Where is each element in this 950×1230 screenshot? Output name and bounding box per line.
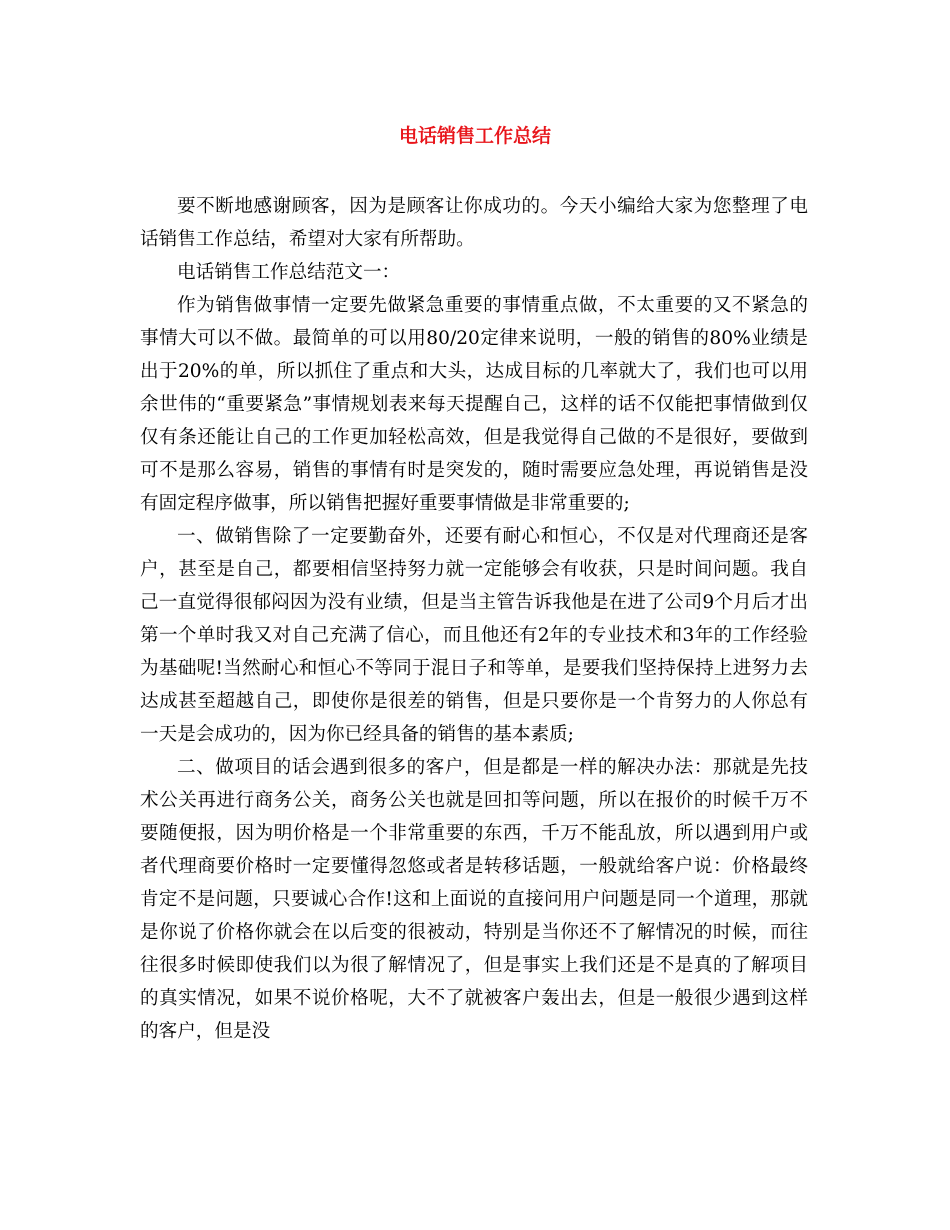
document-title: 电话销售工作总结 [398,125,551,147]
intro-paragraph: 要不断地感谢顾客，因为是顾客让你成功的。今天小编给大家为您整理了电话销售工作总结，希望对大家有所帮助。 [140,196,808,250]
body-paragraph-priorities: 作为销售做事情一定要先做紧急重要的事情重点做，不太重要的又不紧急的事情大可以不做。最简单的可以用80/20定律来说明，一般的销售的80%业绩是出于20%的单，所以抓住了重点和大头，达成目标的几率就大了，我们也可以用余世伟的“重要紧急”事情规划表来每天提醒自己，这样的话不仅能把事情做到仅仅有条还能让自己的工作更加轻松高效，但是我觉得自己做的不是很好，要做到可不是那么容易，销售的事情有时是突发的，随时需要应急处理，再说销售是没有固定程序做事，所以销售把握好重要事情做是非常重要的; [140,295,808,514]
document-body [140,190,808,1048]
body-paragraph-point-two: 二、做项目的话会遇到很多的客户，但是都是一样的解决办法：那就是先技术公关再进行商务公关，商务公关也就是回扣等问题，所以在报价的时候千万不要随便报，因为明价格是一个非常重要的东西，千万不能乱放，所以遇到用户或者代理商要价格时一定要懂得忽悠或者是转移话题，一般就给客户说：价格最终肯定不是问题，只要诚心合作!这和上面说的直接问用户问题是同一个道理，那就是你说了价格你就会在以后变的很被动，特别是当你还不了解情况的时候，而往往很多时候即使我们以为很了解情况了，但是事实上我们还是不是真的了解项目的真实情况，如果不说价格呢，大不了就被客户轰出去，但是一般很少遇到这样的客户，但是没 [140,757,808,1042]
section-heading-paragraph: 电话销售工作总结范文一： [177,262,401,283]
body-paragraph-point-one: 一、做销售除了一定要勤奋外，还要有耐心和恒心，不仅是对代理商还是客户，甚至是自己，都要相信坚持努力就一定能够会有收获，只是时间问题。我自己一直觉得很郁闷因为没有业绩，但是当主管告诉我他是在进了公司9个月后才出第一个单时我又对自己充满了信心，而且他还有2年的专业技术和3年的工作经验为基础呢!当然耐心和恒心不等同于混日子和等单，是要我们坚持保持上进努力去达成甚至超越自己，即使你是很差的销售，但是只要你是一个肯努力的人你总有一天是会成功的，因为你已经具备的销售的基本素质; [140,526,808,745]
